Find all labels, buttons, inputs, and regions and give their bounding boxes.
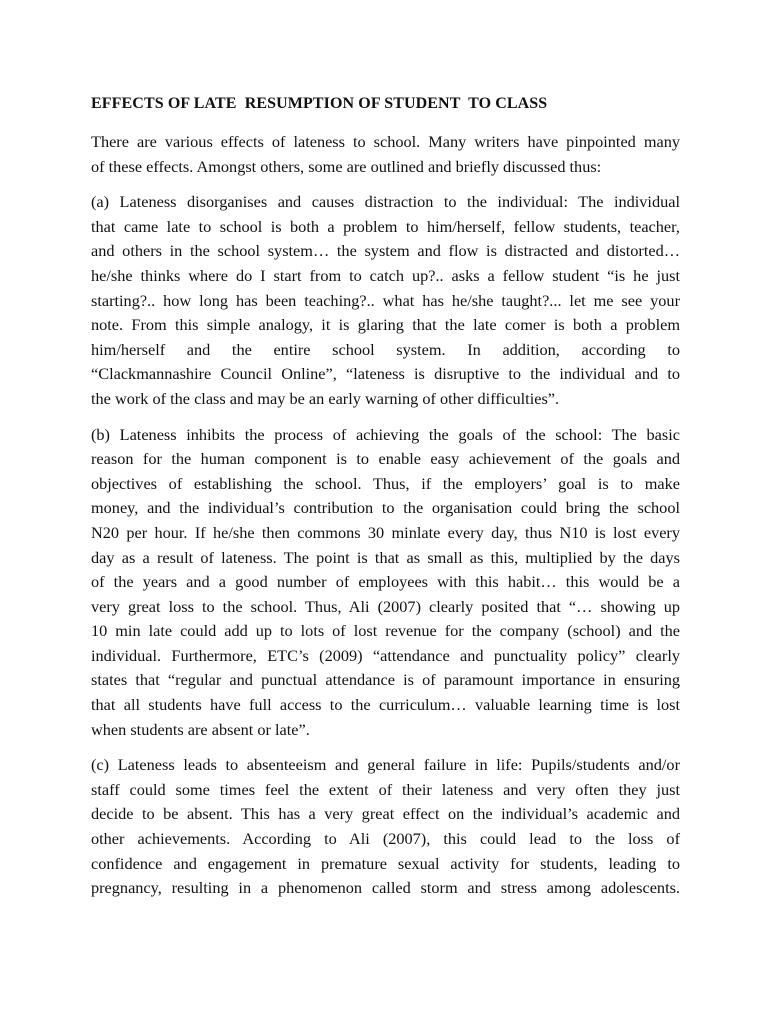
text-line: staff could some times feel the extent of their lateness and very often they just: [91, 779, 680, 799]
text-line: (c) Lateness leads to absenteeism and general failure in life: Pupils/students and/or: [91, 755, 680, 775]
paragraph-c: [91, 753, 680, 901]
text-line: reason for the human component is to enable easy achievement of the goals and: [91, 449, 680, 469]
paragraph-a: [91, 190, 680, 411]
text-line: he/she thinks where do I start from to catch up?.. asks a fellow student “is he just: [91, 265, 680, 285]
text-line: him/herself and the entire school system. In addition, according to: [91, 339, 680, 359]
text-line: 10 min late could add up to lots of lost revenue for the company (school) and the: [91, 621, 680, 641]
document-title: EFFECTS OF LATE RESUMPTION OF STUDENT TO CLASS: [91, 95, 548, 112]
text-line: that all students have full access to the curriculum… valuable learning time is lost: [91, 695, 680, 715]
text-line: other achievements. According to Ali (2007), this could lead to the loss of: [91, 829, 680, 849]
text-line: decide to be absent. This has a very great effect on the individual’s academic and: [91, 804, 680, 824]
text-line: and others in the school system… the system and flow is distracted and distorted…: [91, 241, 680, 261]
text-line: “Clackmannashire Council Online”, “lateness is disruptive to the individual and to: [91, 364, 680, 384]
text-line: that came late to school is both a problem to him/herself, fellow students, teacher,: [91, 216, 680, 236]
text-line: note. From this simple analogy, it is glaring that the late comer is both a problem: [91, 315, 680, 335]
text-line: N20 per hour. If he/she then commons 30 minlate every day, thus N10 is lost every: [91, 522, 680, 542]
text-line: money, and the individual’s contribution to the organisation could bring the school: [91, 498, 680, 518]
text-line: very great loss to the school. Thus, Ali (2007) clearly posited that “… showing up: [91, 596, 680, 616]
text-line: There are various effects of lateness to school. Many writers have pinpointed many: [91, 132, 680, 151]
text-line: pregnancy, resulting in a phenomenon called storm and stress among adolescents.: [91, 878, 680, 898]
paragraph-b: [91, 423, 680, 743]
text-line: individual. Furthermore, ETC’s (2009) “attendance and punctuality policy” clearly: [91, 645, 680, 665]
text-line: confidence and engagement in premature sexual activity for students, leading to: [91, 853, 680, 873]
text-line: of the years and a good number of employees with this habit… this would be a: [91, 572, 680, 592]
intro-paragraph: [91, 130, 680, 179]
text-line: the work of the class and may be an early warning of other difficulties”.: [91, 388, 560, 408]
text-line: day as a result of lateness. The point is that as small as this, multiplied by the days: [91, 547, 680, 567]
text-line: (b) Lateness inhibits the process of achieving the goals of the school: The basic: [91, 424, 680, 444]
text-line: objectives of establishing the school. Thus, if the employers’ goal is to make: [91, 473, 680, 493]
text-line: starting?.. how long has been teaching?.. what has he/she taught?... let me see your: [91, 290, 680, 310]
text-line: states that “regular and punctual attendance is of paramount importance in ensuring: [91, 670, 680, 690]
text-line: (a) Lateness disorganises and causes distraction to the individual: The individual: [91, 192, 680, 212]
text-line: of these effects. Amongst others, some are outlined and briefly discussed thus:: [91, 156, 602, 176]
text-line: when students are absent or late”.: [91, 719, 310, 739]
